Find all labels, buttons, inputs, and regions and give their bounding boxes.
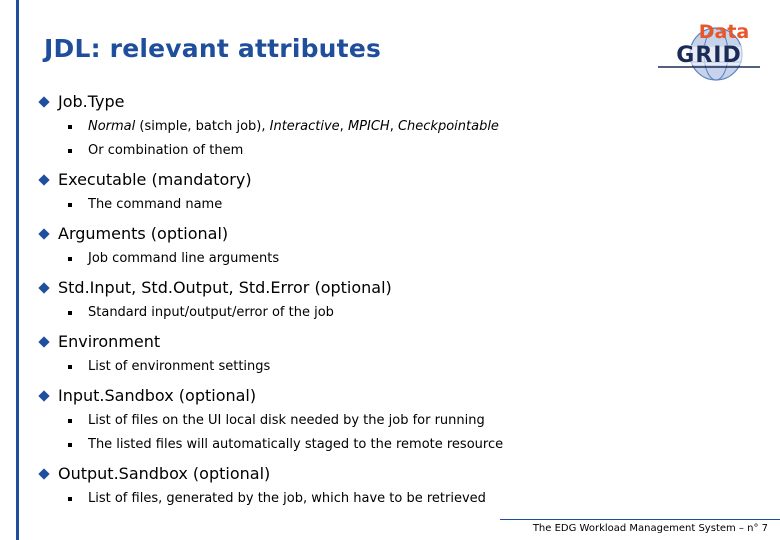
diamond-bullet-icon bbox=[38, 228, 49, 239]
diamond-bullet-icon bbox=[38, 96, 49, 107]
sub-bullet-text: MPICH bbox=[347, 119, 390, 134]
sub-bullet-text: The command name bbox=[88, 197, 223, 212]
square-bullet-icon bbox=[68, 257, 72, 261]
datagrid-logo bbox=[654, 14, 764, 84]
square-bullet-icon bbox=[68, 125, 72, 129]
attribute-name: Std.Input, Std.Output, Std.Error bbox=[58, 278, 310, 297]
sub-bullet-text: , bbox=[389, 119, 398, 134]
slide-title: JDL: relevant attributes bbox=[44, 34, 382, 63]
attribute-name: Arguments bbox=[58, 224, 146, 243]
logo-word-data: Data bbox=[698, 21, 750, 43]
sub-bullet-text: Standard input/output/error of the job bbox=[88, 305, 334, 320]
sub-bullet-text: Interactive bbox=[269, 119, 340, 134]
footer-text: The EDG Workload Management System – n° 7 bbox=[532, 523, 768, 534]
diamond-bullet-icon bbox=[38, 468, 49, 479]
diamond-bullet-icon bbox=[38, 174, 49, 185]
diamond-bullet-icon bbox=[38, 336, 49, 347]
sub-bullet-text: The listed files will automatically staged to the remote resource bbox=[88, 437, 504, 452]
sub-bullet-text: Job command line arguments bbox=[88, 251, 280, 266]
attribute-name: Job.Type bbox=[58, 92, 125, 111]
sub-bullet-text: , bbox=[339, 119, 348, 134]
sub-bullet-text: List of environment settings bbox=[88, 359, 271, 374]
sub-bullet-text: (simple, batch job), bbox=[135, 119, 270, 134]
slide-footer bbox=[500, 519, 780, 540]
attribute-name: Input.Sandbox bbox=[58, 386, 174, 405]
square-bullet-icon bbox=[68, 419, 72, 423]
sub-bullet-text: List of files, generated by the job, which have to be retrieved bbox=[88, 491, 486, 506]
left-accent-rule bbox=[16, 0, 19, 540]
attribute-qualifier: (optional) bbox=[145, 224, 229, 243]
attribute-qualifier: (optional) bbox=[309, 278, 392, 297]
logo-word-grid: GRID bbox=[676, 43, 742, 68]
square-bullet-icon bbox=[68, 311, 72, 315]
attribute-name: Executable bbox=[58, 170, 147, 189]
square-bullet-icon bbox=[68, 203, 72, 207]
sub-bullet-text: Or combination of them bbox=[88, 143, 244, 158]
square-bullet-icon bbox=[68, 149, 72, 153]
square-bullet-icon bbox=[68, 365, 72, 369]
attribute-qualifier: (optional) bbox=[173, 386, 257, 405]
attribute-name: Output.Sandbox bbox=[58, 464, 188, 483]
sub-bullet-text: Checkpointable bbox=[397, 119, 499, 134]
sub-bullet-text: List of files on the UI local disk needed by the job for running bbox=[88, 413, 485, 428]
attribute-name: Environment bbox=[58, 332, 161, 351]
attribute-qualifier: (optional) bbox=[187, 464, 271, 483]
diamond-bullet-icon bbox=[38, 282, 49, 293]
square-bullet-icon bbox=[68, 443, 72, 447]
sub-bullet-text: Normal bbox=[88, 119, 136, 134]
diamond-bullet-icon bbox=[38, 390, 49, 401]
square-bullet-icon bbox=[68, 497, 72, 501]
attribute-qualifier: (mandatory) bbox=[146, 170, 252, 189]
